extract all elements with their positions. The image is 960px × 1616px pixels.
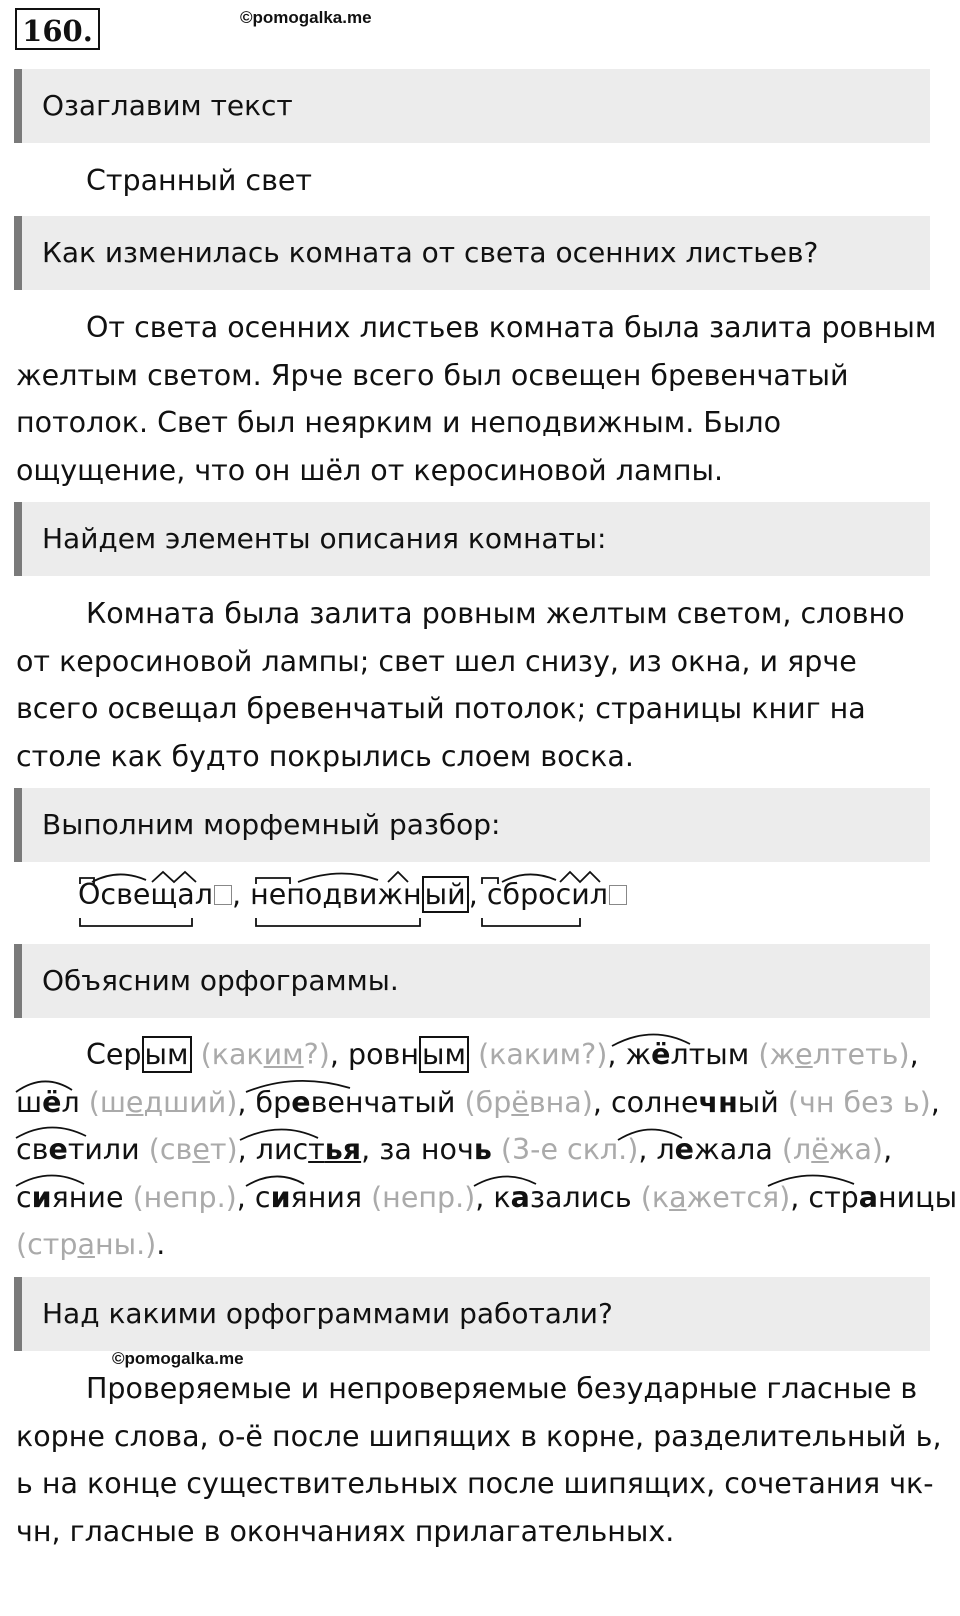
- ending-box: ый: [422, 876, 469, 913]
- morph-word-1: Освещал: [78, 878, 232, 911]
- description-paragraph: Комната была залита ровным желтым светом, словно от керосиновой лампы; свет шел снизу, из окна, и ярче всего освещал бревенчатый потолок; страницы книг на столе как будто покрылись слоем воска.: [16, 597, 905, 773]
- null-ending-box: [609, 885, 627, 905]
- stem-bracket: [256, 918, 420, 926]
- watermark: ©pomogalka.me: [240, 8, 372, 27]
- exercise-number: 160.: [15, 8, 100, 50]
- morpheme-analysis: Освещал , неподвижн ый , сбросил: [78, 878, 627, 911]
- morph-word-2: неподвижн ый: [250, 876, 469, 913]
- morph-word-3: сбросил: [487, 878, 627, 911]
- answer-paragraph: От света осенних листьев комната была залита ровным желтым светом. Ярче всего был освещен бревенчатый потолок. Свет был неярким и неподвижным. Было ощущение, что он шёл от керосиновой лампы.: [16, 311, 937, 487]
- final-answer-paragraph: Проверяемые и непроверяемые безударные гласные в корне слова, о-ё после шипящих в корне, разделительный ь, ь на конце существительных после шипящих, сочетания чк- чн, гласные в окончаниях прилагательных.: [16, 1372, 942, 1548]
- watermark: ©pomogalka.me: [112, 1349, 244, 1368]
- stem-bracket: [80, 918, 192, 926]
- null-ending-box: [214, 885, 232, 905]
- section-heading: Объясним орфограммы.: [14, 944, 930, 1018]
- section-heading: Над какими орфограммами работали?: [14, 1277, 930, 1351]
- orthogram-paragraph: Сер ым (каким?), ровн ым (каким?), жёлтым (желтеть), шёл (шедший), бревенчатый (брёвна), солнечный (чн без ь), светили (свет), листья, за ночь (3-е скл.), лежала (лёжа), сияние (непр.), сияния (непр.), казались (кажется), страницы (страны.).: [16, 1038, 958, 1261]
- section-heading: Найдем элементы описания комнаты:: [14, 502, 930, 576]
- title-answer: Странный свет: [86, 164, 313, 197]
- section-heading: Как изменилась комната от света осенних листьев?: [14, 216, 930, 290]
- section-heading: Озаглавим текст: [14, 69, 930, 143]
- stem-bracket: [482, 918, 580, 926]
- section-heading: Выполним морфемный разбор:: [14, 788, 930, 862]
